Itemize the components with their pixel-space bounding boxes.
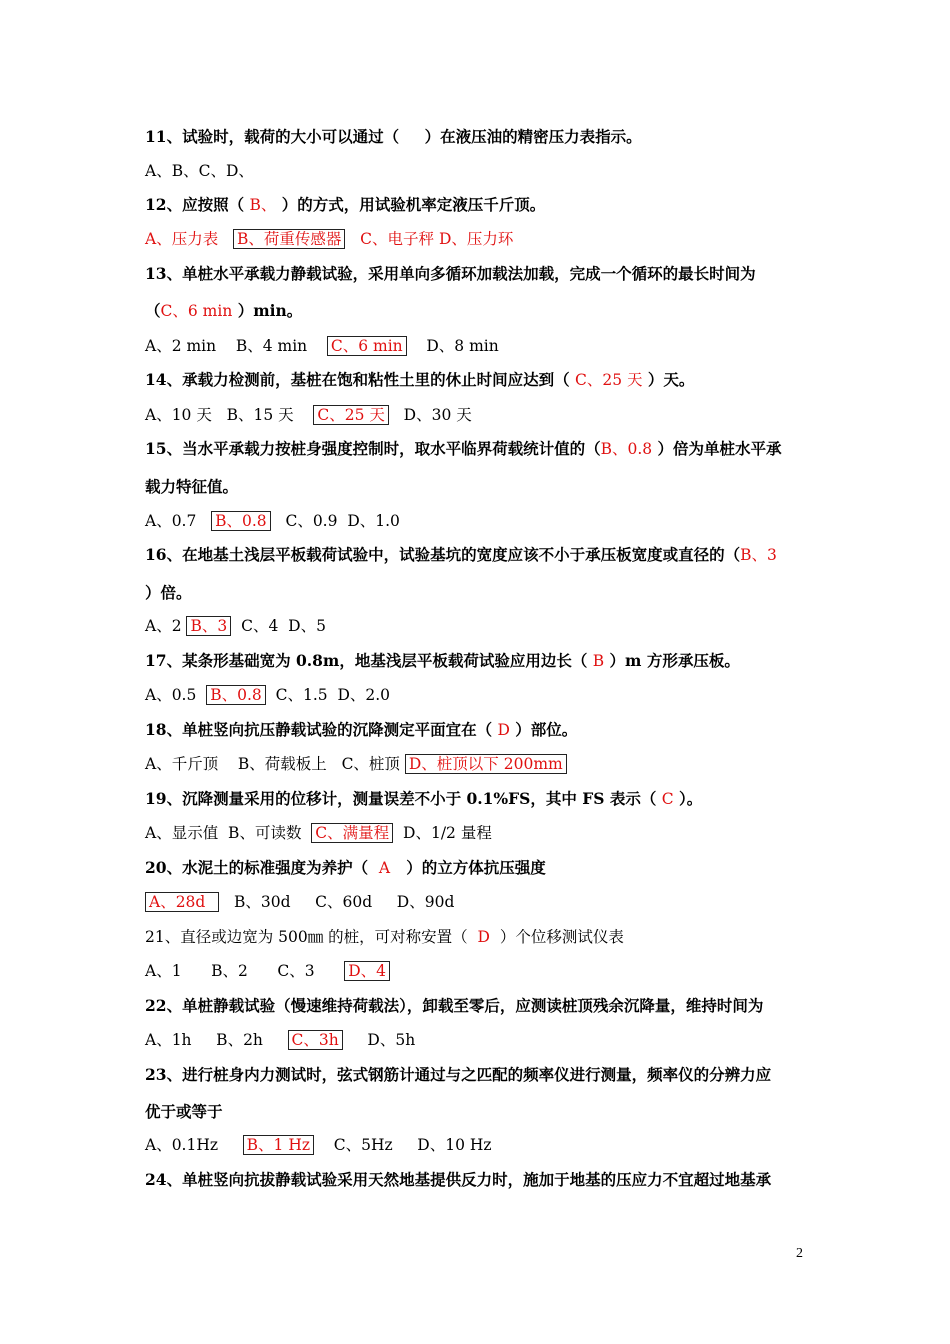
text-segment: ）。: [673, 789, 703, 808]
answer-highlight: C、3h: [288, 1030, 343, 1050]
text-segment: A、10 天 B、15 天: [145, 406, 314, 424]
answer-text: B、: [249, 196, 277, 214]
text-segment: ）的方式，用试验机率定液压千斤顶。: [276, 195, 546, 214]
answer-text: D: [477, 928, 490, 946]
options-line: [145, 335, 815, 357]
question-line: [145, 1101, 815, 1123]
text-segment: A、1 B、2 C、3: [145, 962, 345, 980]
options-line: [145, 228, 815, 250]
answer-highlight: B、0.8: [206, 685, 266, 705]
text-segment: ）的立方体抗压强度: [390, 858, 546, 877]
question-line: [145, 194, 815, 216]
question-line: [145, 369, 815, 391]
answer-highlight: C、满量程: [311, 823, 393, 843]
text-segment: 24、单桩竖向抗拔静载试验采用天然地基提供反力时，施加于地基的压应力不宜超过地基承: [145, 1170, 772, 1189]
answer-highlight: D、桩顶以下 200mm: [405, 754, 567, 774]
text-segment: 21、直径或边宽为 500㎜ 的桩，可对称安置（: [145, 928, 478, 946]
options-line: [145, 926, 815, 948]
answer-highlight: A、28d: [145, 892, 219, 912]
text-segment: C、0.9 D、1.0: [270, 512, 400, 530]
text-segment: 16、在地基土浅层平板载荷试验中，试验基坑的宽度应该不小于承压板宽度或直径的（: [145, 545, 741, 564]
answer-text: C: [661, 790, 674, 808]
text-segment: A、1h B、2h: [145, 1031, 288, 1049]
answer-text: C、6 min: [160, 302, 233, 320]
options-line: [145, 510, 815, 532]
answer-highlight: D、4: [344, 961, 390, 981]
question-line: [145, 544, 815, 566]
question-line: [145, 126, 815, 148]
text-segment: D、8 min: [406, 337, 499, 355]
question-line: [145, 650, 815, 672]
answer-text: B: [592, 652, 605, 670]
question-line: [145, 1064, 815, 1086]
answer-text: A、压力表: [145, 230, 219, 248]
text-segment: ）个位移测试仪表: [489, 928, 624, 946]
text-segment: 载力特征值。: [145, 477, 239, 496]
text-segment: D、5h: [342, 1031, 416, 1049]
answer-text: C、电子秤 D、压力环: [360, 230, 514, 248]
text-segment: ）倍为单桩水平承: [652, 439, 782, 458]
question-line: [145, 438, 815, 460]
question-line: [145, 788, 815, 810]
question-line: [145, 719, 815, 741]
options-line: [145, 753, 815, 775]
question-line: [145, 995, 815, 1017]
text-segment: 12、应按照（: [145, 195, 250, 214]
text-segment: A、0.1Hz: [145, 1136, 243, 1154]
options-line: [145, 822, 815, 844]
options-line: [145, 891, 815, 913]
answer-text: B、3: [740, 546, 777, 564]
text-segment: 22、单桩静载试验（慢速维持荷载法），卸载至零后，应测读桩顶残余沉降量，维持时间为: [145, 996, 764, 1015]
text-segment: C、5Hz D、10 Hz: [314, 1136, 492, 1154]
answer-highlight: B、0.8: [211, 511, 271, 531]
question-line: [145, 857, 815, 879]
text-segment: 14、承载力检测前，基桩在饱和粘性土里的休止时间应达到（: [145, 370, 575, 389]
text-segment: 18、单桩竖向抗压静载试验的沉降测定平面宜在（: [145, 720, 498, 739]
text-segment: A、2 min B、4 min: [145, 337, 327, 355]
options-line: [145, 684, 815, 706]
text-segment: 优于或等于: [145, 1102, 223, 1121]
text-segment: D、30 天: [388, 406, 472, 424]
question-line: [145, 582, 815, 604]
answer-text: C、25 天: [574, 371, 643, 389]
answer-text: A: [378, 859, 391, 877]
question-line: [145, 1169, 815, 1191]
page-number: 2: [796, 1246, 803, 1261]
text-segment: A、0.7: [145, 512, 212, 530]
text-segment: ）天。: [642, 370, 695, 389]
options-line: [145, 1029, 815, 1051]
question-line: [145, 476, 815, 498]
answer-highlight: B、荷重传感器: [233, 229, 345, 249]
text-segment: ）倍。: [145, 583, 192, 602]
answer-highlight: B、3: [186, 616, 231, 636]
text-segment: 17、某条形基础宽为 0.8m，地基浅层平板载荷试验应用边长（: [145, 651, 593, 670]
options-line: [145, 615, 815, 637]
text-segment: 11、试验时，载荷的大小可以通过（: [145, 127, 405, 146]
text-segment: A、千斤顶 B、荷载板上 C、桩顶: [145, 755, 405, 773]
text-segment: ）部位。: [509, 720, 578, 739]
text-segment: ）在液压油的精密压力表指示。: [419, 127, 642, 146]
text-segment: （: [145, 301, 161, 320]
text-segment: A、显示值 B、可读数: [145, 824, 312, 842]
options-line: [145, 404, 815, 426]
question-line: [145, 263, 815, 285]
answer-highlight: C、25 天: [313, 405, 389, 425]
text-segment: 13、单桩水平承载力静载试验，采用单向多循环加载法加载，完成一个循环的最长时间为: [145, 264, 756, 283]
answer-text: D: [497, 721, 510, 739]
options-line: [145, 960, 815, 982]
answer-text: [404, 128, 419, 146]
answer-highlight: C、6 min: [327, 336, 407, 356]
question-line: [145, 300, 815, 322]
text-segment: C、4 D、5: [231, 617, 326, 635]
text-segment: 19、沉降测量采用的位移计，测量误差不小于 0.1%FS，其中 FS 表示（: [145, 789, 662, 808]
text-segment: C、1.5 D、2.0: [265, 686, 391, 704]
options-line: [145, 160, 815, 182]
text-segment: B、30d C、60d D、90d: [219, 893, 455, 911]
options-line: [145, 1134, 815, 1156]
text-segment: D、1/2 量程: [393, 824, 492, 842]
text-segment: [218, 230, 233, 248]
text-segment: 23、进行桩身内力测试时，弦式钢筋计通过与之匹配的频率仪进行测量，频率仪的分辨力应: [145, 1065, 772, 1084]
text-segment: ）min。: [232, 301, 303, 320]
text-segment: [345, 230, 360, 248]
text-segment: A、0.5: [145, 686, 207, 704]
text-segment: 15、当水平承载力按桩身强度控制时，取水平临界荷载统计值的（: [145, 439, 601, 458]
text-segment: A、B、C、D、: [145, 162, 254, 180]
text-segment: ）m 方形承压板。: [604, 651, 740, 670]
answer-text: B、0.8: [600, 440, 653, 458]
text-segment: A、2: [145, 617, 187, 635]
answer-highlight: B、1 Hz: [243, 1135, 314, 1155]
text-segment: 20、水泥土的标准强度为养护（: [145, 858, 379, 877]
